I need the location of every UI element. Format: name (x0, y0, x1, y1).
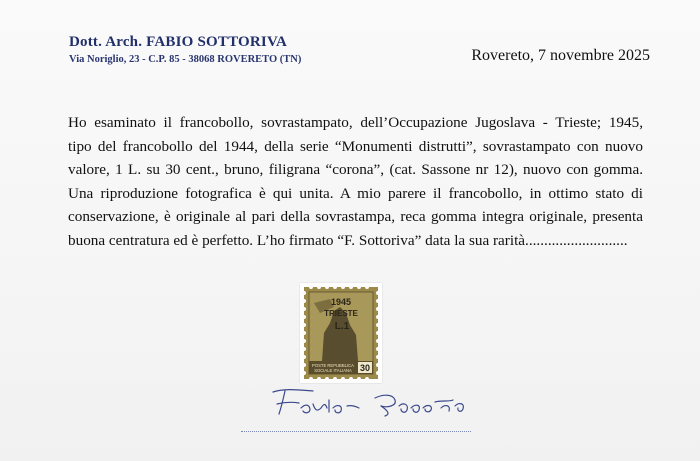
text-line: Ho esaminato il francobollo, sovrastampato, dell’Occupazione Jugoslava - Trieste; 1945, (68, 114, 643, 131)
certificate-text (68, 111, 643, 253)
overprint-city: TRIESTE (324, 309, 358, 318)
text-line: valore, 1 L. su 30 cent., bruno, filigrana “corona”, (cat. Sassone nr 12), nuovo con gomma. (68, 161, 643, 179)
place-date: Rovereto, 7 novembre 2025 (471, 47, 650, 64)
stamp-image (300, 283, 382, 383)
text-line: conservazione, è originale al pari della sovrastampa, reca gomma integra originale, presenta (68, 208, 643, 226)
text-line: Una riproduzione fotografica è qui unita. A mio parere il francobollo, in ottimo stato di (68, 184, 643, 202)
signature (255, 378, 485, 433)
signature-image (255, 378, 485, 428)
stamp-inscription-bottom: SOCIALE ITALIANA (314, 368, 352, 373)
stamp-inscription-top: POSTE REPUBBLICA (312, 363, 354, 368)
overprint-value: L.1 (334, 321, 350, 332)
stamp-photo (300, 283, 382, 383)
stamp-value: 30 (359, 363, 371, 373)
issuer-address: Via Noriglio, 23 - C.P. 85 - 38068 ROVERETO (TN) (69, 54, 302, 65)
overprint-year: 1945 (330, 297, 352, 307)
signature-dotted-line (241, 431, 471, 432)
issuer-name: Dott. Arch. FABIO SOTTORIVA (69, 34, 288, 50)
text-line: tipo del francobollo del 1944, della serie “Monumenti distrutti”, sovrastampato con nuovo (68, 137, 643, 155)
text-line: buona centratura ed è perfetto. L’ho firmato “F. Sottoriva” data la sua rarità........................... (68, 231, 628, 249)
